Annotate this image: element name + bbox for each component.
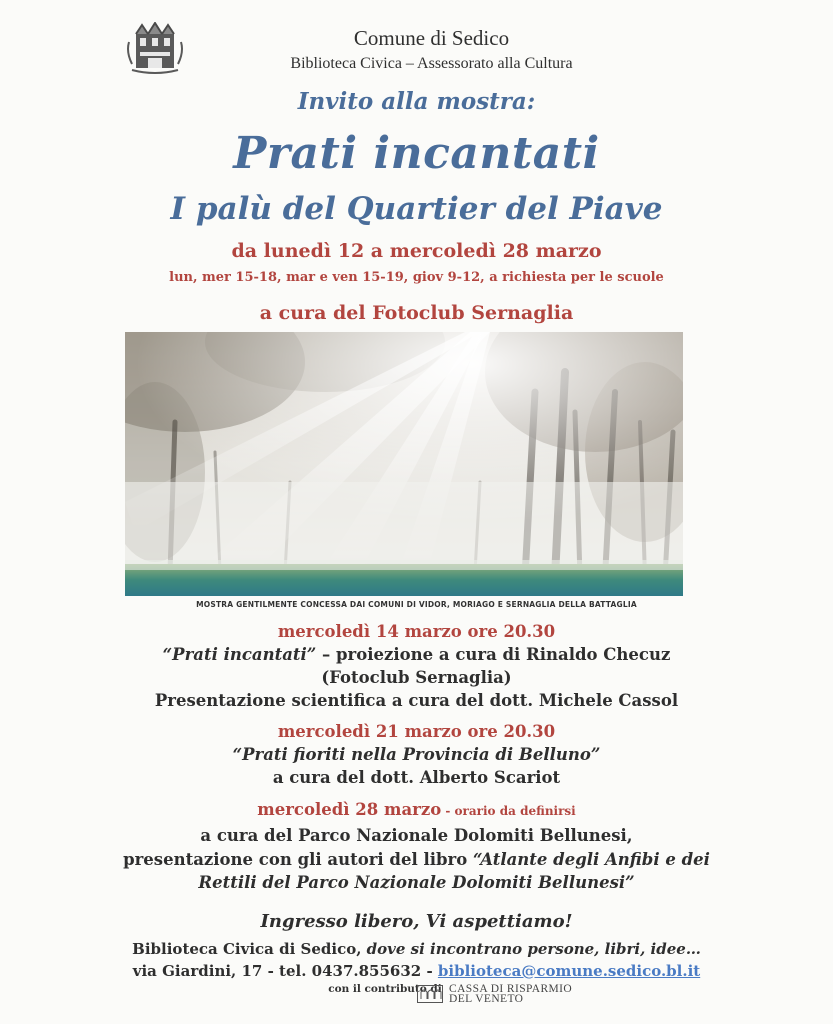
event-3-time-note: - orario da definirsi <box>441 804 576 818</box>
event-1-projection: – proiezione a cura di Rinaldo Checuz <box>316 645 671 664</box>
event-3-book-title-1: “Atlante degli Anfibi e dei <box>472 850 710 869</box>
event-2-line-2: a cura del dott. Alberto Scariot <box>272 768 561 787</box>
photo-credit: MOSTRA GENTILMENTE CONCESSA DAI COMUNI DI VIDOR, MORIAGO E SERNAGLIA DELLA BATTAGLIA <box>196 600 637 609</box>
free-entry-line: Ingresso libero, Vi aspettiamo! <box>260 911 573 932</box>
event-1-date: mercoledì 14 marzo ore 20.30 <box>277 622 556 641</box>
municipality-title: Comune di Sedico <box>353 26 510 50</box>
email-link[interactable]: biblioteca@comune.sedico.bl.it <box>437 962 701 980</box>
bank-logo-icon <box>417 985 443 1003</box>
exhibition-subtitle: I palù del Quartier del Piave <box>170 191 663 227</box>
event-3-presentation: presentazione con gli autori del libro <box>123 850 473 869</box>
sponsor-name <box>449 984 572 1004</box>
event-3-line-2 <box>0 850 833 869</box>
invite-label: Invito alla mostra: <box>297 88 536 115</box>
library-name: Biblioteca Civica di Sedico, <box>132 940 362 958</box>
event-1-line-1 <box>0 645 833 664</box>
sponsor-name-line-1: CASSA DI RISPARMIO <box>449 983 573 995</box>
event-1-title: “Prati incantati” <box>162 645 317 664</box>
curator-line: a cura del Fotoclub Sernaglia <box>259 302 574 324</box>
event-1-line-2: (Fotoclub Sernaglia) <box>321 668 512 687</box>
contact-line <box>0 962 833 980</box>
event-2-date: mercoledì 21 marzo ore 20.30 <box>277 722 556 741</box>
exhibition-dates: da lunedì 12 a mercoledì 28 marzo <box>231 240 602 262</box>
sponsor-name-line-2: DEL VENETO <box>449 993 524 1005</box>
event-2-title: “Prati fioriti nella Provincia di Belluno” <box>232 745 601 764</box>
event-3-date-line <box>0 800 833 819</box>
forest-photo <box>125 332 683 596</box>
event-3-book-title-2: Rettili del Parco Nazionale Dolomiti Bellunesi” <box>198 873 635 892</box>
municipality-subtitle: Biblioteca Civica – Assessorato alla Cultura <box>290 55 573 72</box>
event-3-line-1: a cura del Parco Nazionale Dolomiti Bellunesi, <box>200 826 633 845</box>
exhibition-title: Prati incantati <box>233 128 600 179</box>
sponsor-logo <box>417 983 572 1005</box>
library-tagline: dove si incontrano persone, libri, idee… <box>361 940 701 958</box>
event-3-date: mercoledì 28 marzo <box>257 800 442 819</box>
opening-hours: lun, mer 15-18, mar e ven 15-19, giov 9-12, a richiesta per le scuole <box>169 270 664 285</box>
contribution-label: con il contributo di <box>328 983 442 995</box>
address: via Giardini, 17 - tel. 0437.855632 - <box>132 962 438 980</box>
library-line <box>0 940 833 958</box>
event-1-line-3: Presentazione scientifica a cura del dott. Michele Cassol <box>154 691 679 710</box>
